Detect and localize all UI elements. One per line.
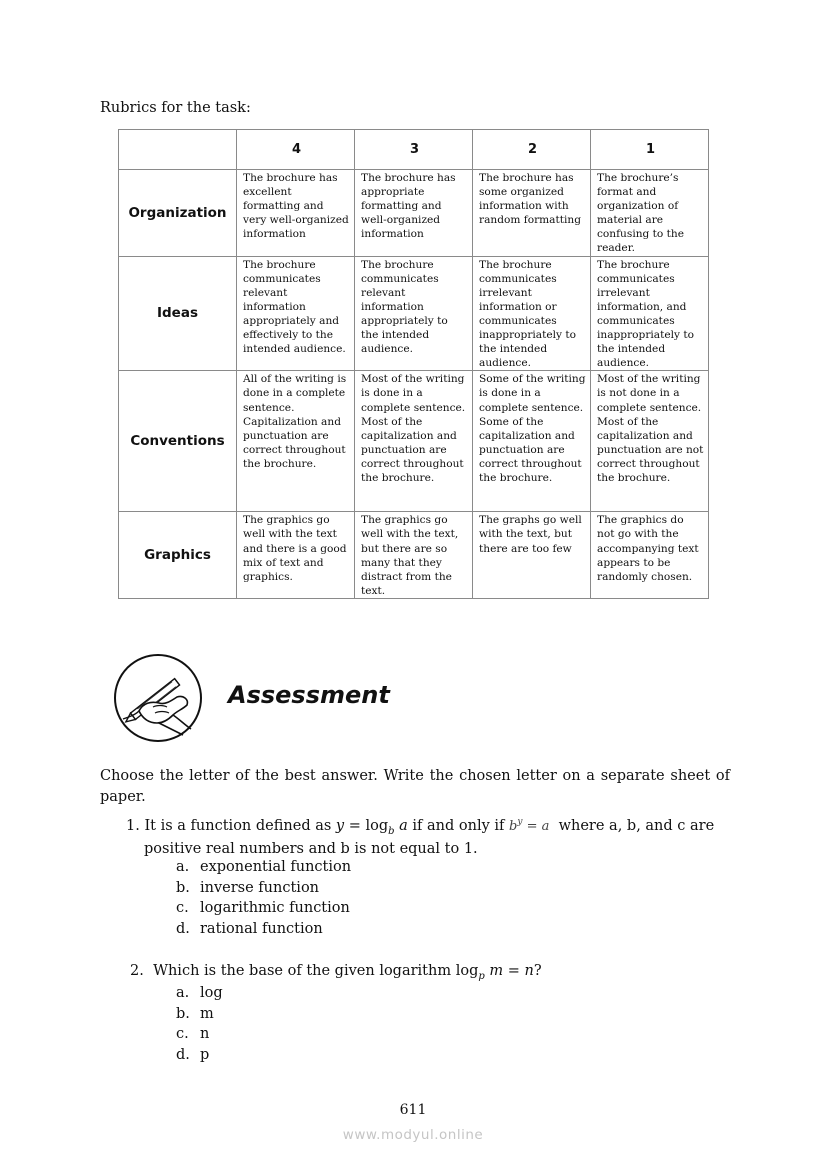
equation-var: y [335,818,345,834]
answer-option: a. exponential function [176,859,352,875]
answer-option: d. rational function [176,920,323,937]
question-number: 2. [130,963,144,979]
rubric-cell: Some of the writing is done in a complete sentence. Some of the capitalization and punctuation are correct throughout the brochure. [473,371,591,512]
rubric-criterion: Graphics [119,512,237,599]
rubric-header-empty [119,130,237,170]
equation-subscript: b [388,826,395,837]
rubric-criterion: Conventions [119,371,237,512]
rubric-criterion: Organization [119,170,237,257]
question-text: It is a function defined as [144,818,332,834]
rubric-header-score: 1 [591,130,709,170]
rubric-row-graphics [119,512,709,599]
rubric-cell: The brochure has excellent formatting and very well-organized information [237,170,355,257]
answer-option: c. logarithmic function [176,900,350,917]
hand-writing-pencil-icon [113,653,203,743]
rubric-header-score: 4 [237,130,355,170]
rubric-cell: All of the writing is done in a complete sentence. Capitalization and punctuation are correct throughout the brochure. [237,371,355,512]
rubric-cell: The brochure communicates irrelevant information, and communicates inappropriately to the intended audience. [591,256,709,371]
equation-image: $b^y = a$ [509,817,550,834]
rubric-row-organization [119,170,709,257]
rubric-header-score: 2 [473,130,591,170]
assessment-title: Assessment [228,681,390,709]
question-text: if and only if [412,818,505,834]
answer-option: b. m [176,1005,214,1022]
question-text: Which is the base of the given logarithm [153,963,452,979]
rubric-cell: The brochure communicates relevant information appropriately to the intended audience. [355,256,473,371]
equation-op: = log [344,818,389,834]
rubric-row-conventions [119,371,709,512]
assessment-instructions: Choose the letter of the best answer. Write the chosen letter on a separate sheet of paper. [100,768,730,805]
question-number: 1. [126,818,140,834]
rubric-cell: The graphics go well with the text, but there are so many that they distract from the text. [355,512,473,599]
rubric-cell: The brochure’s format and organization of material are confusing to the reader. [591,170,709,257]
answer-option: c. n [176,1026,210,1043]
rubric-cell: Most of the writing is not done in a complete sentence. Most of the capitalization and punctuation are not correct throughout the brochure. [591,371,709,512]
rubric-cell: The brochure has appropriate formatting and well-organized information [355,170,473,257]
question-1 [126,816,729,860]
rubric-table [118,129,709,599]
rubric-cell: Most of the writing is done in a complete sentence. Most of the capitalization and punctuation are correct throughout the brochure. [355,371,473,512]
watermark: www.modyul.online [342,1127,484,1143]
rubric-cell: The graphics do not go with the accompanying text appears to be randomly chosen. [591,512,709,599]
question-1-options [176,857,351,939]
equation-var: a [399,818,408,834]
rubric-header-score: 3 [355,130,473,170]
question-1-stem [126,816,729,860]
rubric-row-ideas [119,256,709,371]
page-number: 611 [399,1102,427,1118]
answer-option: d. p [176,1046,210,1063]
question-text: where a, b, and c are positive real numbers and b is not equal to 1. [144,818,715,857]
answer-option: a. log [176,985,223,1001]
rubric-criterion: Ideas [119,256,237,371]
question-2: 2. Which is the base of the given logarithm $\log_p m = n$? [130,963,542,982]
rubric-cell: The brochure has some organized information with random formatting [473,170,591,257]
question-2-options [176,983,223,1065]
rubric-cell: The graphics go well with the text and there is a good mix of text and graphics. [237,512,355,599]
answer-option: b. inverse function [176,879,320,896]
rubric-cell: The brochure communicates irrelevant information or communicates inappropriately to the intended audience. [473,256,591,371]
rubric-cell: The graphs go well with the text, but there are too few [473,512,591,599]
rubric-header-row [119,130,709,170]
rubric-cell: The brochure communicates relevant information appropriately and effectively to the intended audience. [237,256,355,371]
equation-op: log [455,963,479,979]
rubric-intro: Rubrics for the task: [100,100,251,116]
equation-subscript: p [478,971,485,982]
